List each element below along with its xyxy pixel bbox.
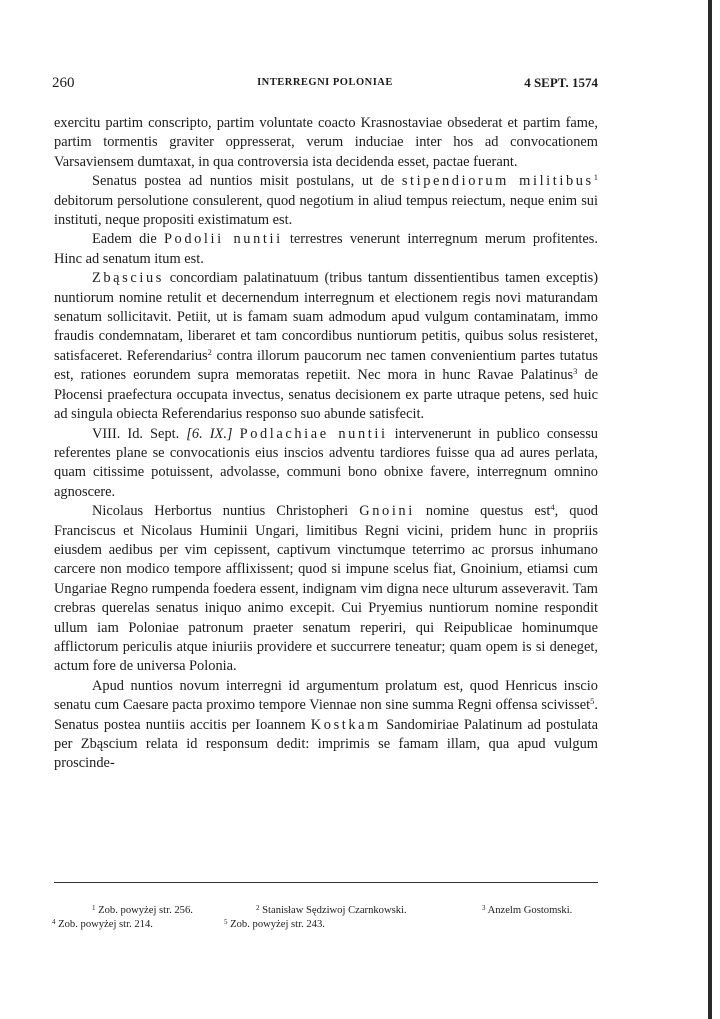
spaced-text: stipendiorum militibus [401,173,594,190]
footnote-ref[interactable]: 2 [207,346,212,357]
running-header [52,75,598,95]
page-edge-shadow [708,0,712,1019]
spaced-text: Kostkam [310,716,381,733]
editorial-date: [6. IX.] [186,425,233,442]
footnote-4: $^4$ Zob. powyżej str. 214. [52,918,153,930]
footnote-divider [54,882,598,883]
paragraph-3: Eadem die Podolii nuntii terrestres venerunt interregnum merum profitentes. Hinc ad senatum itum est. [54,231,598,267]
paragraph-7: Apud nuntios novum interregni id argumentum prolatum est, quod Henricus inscio senatu cum Caesare pacta proximo tempore Viennae non sine summa Regni offensa scivisset$^5$. Senatus postea nuntiis accitis per Ioannem Kostkam Sandomiriae Palatinum ad postulata per Zbąscium relata id responsum dedit: imprimis se famam illam, qua apud vulgum proscinde- [54,677,598,772]
footnote-5: $^5$ Zob. powyżej str. 243. [224,918,325,930]
footnote-1: $^1$ Zob. powyżej str. 256. [92,904,193,916]
page-number: 260 [52,75,75,91]
paragraph-1: exercitu partim conscripto, partim voluntate coacto Krasnostaviae obsederat et partim fame, partim tormentis graviter oppresserat, verum induciae inter hos ad convocationem Varsaviensem dumtaxat, in qua controversia ista decidenda esset, pactae fuerant. [54,115,598,170]
header-date: 4 SEPT. 1574 [524,75,598,90]
paragraph-5: VIII. Id. Sept. [6. IX.] Podlachiae nuntii intervenerunt in publico consessu referentes plane se convocationis eius inscios adventu tardiores fuisse qua ad aures perlata, quam citissime potuissent, advolasse, communi bono obnixe favere, interregnum omnino agnoscere. [54,425,599,500]
footnote-2: $^2$ Stanisław Sędziwoj Czarnkowski. [256,904,407,916]
spaced-text: Podolii nuntii [163,231,283,248]
spaced-text: Podlachiae nuntii [239,425,388,442]
footnote-ref[interactable]: 3 [573,366,578,377]
paragraph-6: Nicolaus Herbortus nuntius Christopheri Gnoini nomine questus est$^4$, quod Franciscus et Nicolaus Huminii Ungari, limitibus Regni vicini, pridem hunc in propriis eiusdem aedibus per vim cepissent, captivum vinctumque teterrimo ac prorsus inhumano carcere non modico tempore afflixissent; quod si impune scelus fiat, Gnoinium, etiamsi cum Ungariae Regno rumpenda foedera essent, indignam vim digna nece ulturum asseveravit. Tam crebras querelas senatus iniquo animo excepit. Cui Pryemius nuntiorum nomine respondit ullum iam Poloniae patronum praeter senatum reperiri, qui Reipublicae hominumque afflictorum periculis atque iniuriis providere et succurrere teneatur; quam opem is si deneget, actum fore de universa Polonia. [54,502,598,675]
spaced-text: Gnoini [359,503,415,520]
footnote-ref[interactable]: 1 [593,172,598,183]
running-title: INTERREGNI POLONIAE [257,77,393,88]
spaced-text: Zbąscius [92,270,164,287]
main-text [54,114,598,774]
footnote-ref[interactable]: 4 [550,502,555,513]
paragraph-4: Zbąscius concordiam palatinatuum (tribus tantum dissentientibus tamen exceptis) nuntiorum nomine retulit et decernendum interregnum et electionem regis novi maturandam senatum sollicitavit. Petiit, ut is famam suam admodum apud vulgum contaminatam, immo fraudis condemnatam, liberaret et tam concordibus nuntiorum petitis, quibus solus resisteret, satisfaceret. Referendarius$^2$ contra illorum paucorum nec tamen convenientium partes tutatus est, rationes eorundem supra memoratas repetiit. Nec mora in hunc Ravae Palatinus$^3$ de Płocensi praefectura occupata invectus, senatus decisionem ex parte utraque petens, sed huic ad singula obiecta Referendarius responso suo abunde satisfecit. [54,270,598,423]
paragraph-2: Senatus postea ad nuntios misit postulans, ut de stipendiorum militibus$^1$ debitorum persolutione consulerent, quod negotium in aliud tempus reiectum, neque enim sui instituti, neque propositi existimatum est. [54,172,598,229]
footnote-3: $^3$ Anzelm Gostomski. [482,904,573,916]
footnote-ref[interactable]: 5 [590,696,595,707]
